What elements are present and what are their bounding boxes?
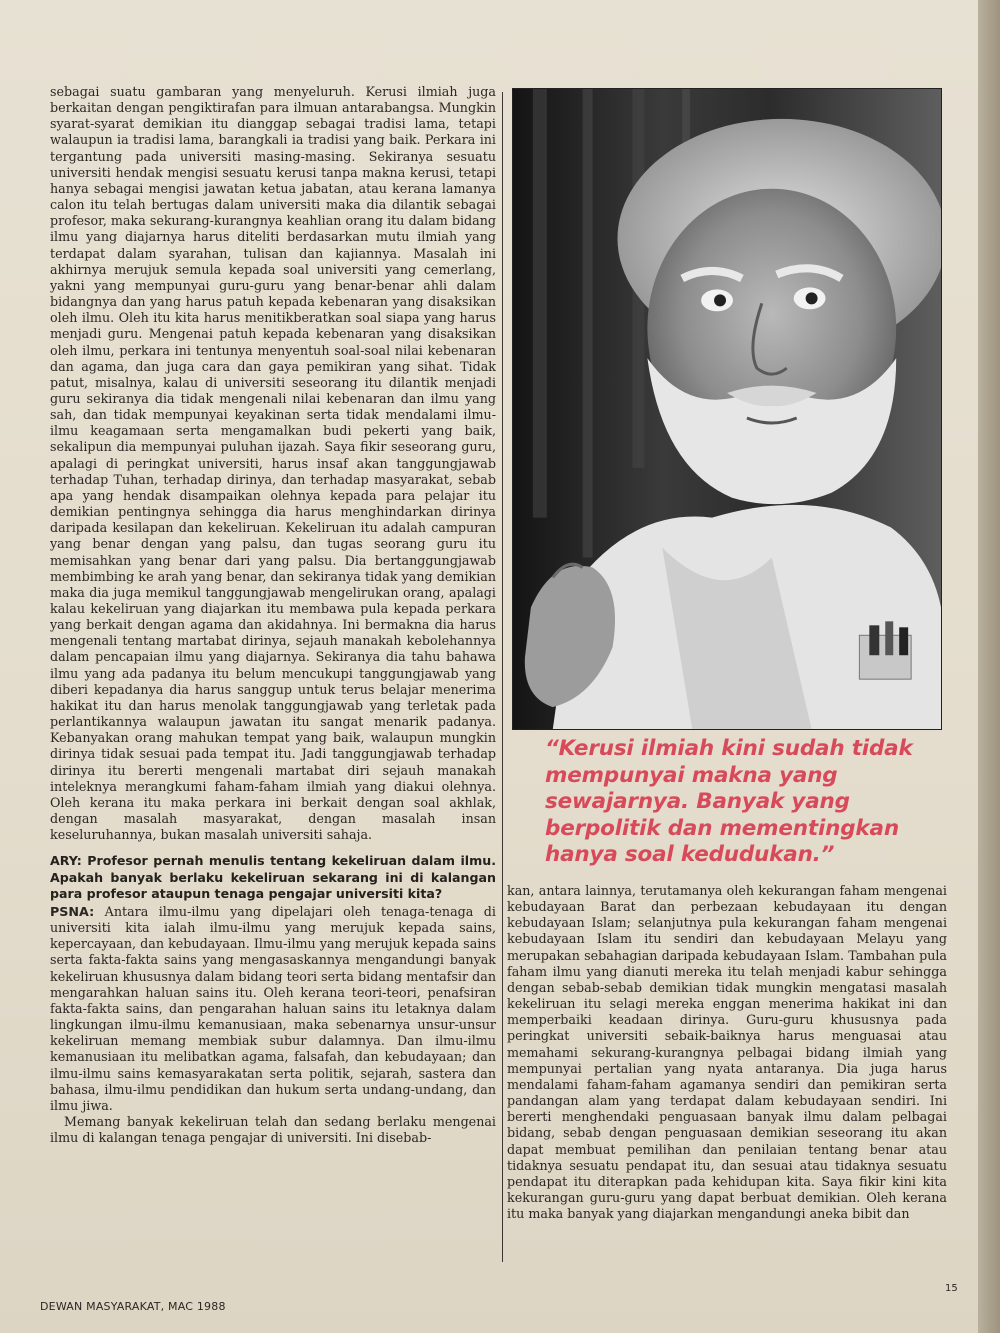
portrait-photo [512,88,942,730]
answer-speaker: PSNA: [50,903,95,919]
publication-footer: DEWAN MASYARAKAT, MAC 1988 [40,1300,226,1313]
interview-answer [50,904,496,1114]
portrait-image [513,89,941,729]
right-text-column [507,883,947,1253]
body-paragraph: Memang banyak kekeliruan telah dan sedang berlaku mengenai ilmu di kalangan tenaga pengajar di universiti. Ini disebab- [50,1113,496,1146]
body-paragraph: sebagai suatu gambaran yang menyeluruh. Kerusi ilmiah juga berkaitan dengan pengiktirafan para ilmuan antarabangsa. Mungkin syarat-syarat demikian itu dianggap sebagai tradisi lama, tetapi walaupun ia tradisi lama, barangkali ia tradisi yang baik. Perkara ini tergantung pada universiti masing-masing. Sekiranya sesuatu universiti hendak mengisi sesuatu kerusi tanpa makna kerusi, tetapi hanya sebagai mengisi jawatan ketua jabatan, atau kerana lamanya calon itu telah bertugas dalam universiti maka dia dilantik sebagai profesor, maka sekurang-kurangnya keahlian orang itu dalam bidang ilmu yang diajarnya harus diteliti berdasarkan mutu ilmiah yang terdapat dalam syarahan, tulisan dan kajiannya. Masalah ini akhirnya merujuk semula kepada soal universiti yang cemerlang, yakni yang mempunyai guru-guru yang benar-benar ahli dalam bidangnya dan yang harus patuh kepada kebenaran yang disaksikan oleh ilmu. Oleh itu kita harus menitikberatkan soal siapa yang harus menjadi guru. Mengenai patuh kepada kebenaran yang disaksikan oleh ilmu, perkara ini tentunya menyentuh soal-soal nilai kebenaran dan agama, dan juga cara dan gaya pemikiran yang sihat. Tidak patut, misalnya, kalau di universiti seseorang itu dilantik menjadi guru sekiranya dia tidak mengenali nilai kebenaran dan ilmu yang sah, dan tidak mempunyai keyakinan serta tidak mendalami ilmu-ilmu keagamaan serta mengamalkan budi pekerti yang baik, sekalipun dia mempunyai puluhan ijazah. Saya fikir seseorang guru, apalagi di peringkat universiti, harus insaf akan tanggungjawab terhadap Tuhan, terhadap dirinya, dan terhadap masyarakat, sebab apa yang hendak disampaikan olehnya kepada para pelajar itu demikian pentingnya sehingga dia harus menghindarkan dirinya daripada kesilapan dan kekeliruan. Kekeliruan itu adalah campuran yang benar dengan yang palsu, dan tugas seorang guru itu memisahkan yang benar dari yang palsu. Dia bertanggungjawab membimbing ke arah yang benar, dan sekiranya tidak yang demikian maka dia juga memikul tanggungjawab mengelirukan orang, apalagi kalau kekeliruan yang diajarkan itu membawa pula kepada perkara yang berkait dengan agama dan akidahnya. Ini bermakna dia harus mengenali tentang martabat dirinya, sejauh manakah kebolehannya dalam pencapaian ilmu yang diajarnya. Sekiranya dia tahu bahawa ilmu yang ada padanya itu belum mencukupi tanggungjawab yang diberi kepadanya dia harus sanggup untuk terus belajar menerima hakikat itu dan harus menolak tanggungjawab yang terletak pada perlantikannya walaupun jawatan itu sangat menarik padanya. Kebanyakan orang mahukan tempat yang baik, walaupun mungkin dirinya tidak sesuai pada tempat itu. Jadi tanggungjawab terhadap dirinya itu bererti mengenali martabat diri sejauh manakah inteleknya merangkumi faham-faham ilmiah yang diakui olehnya. Oleh kerana itu maka perkara ini berkait dengan soal akhlak, dengan masalah masyarakat, dengan masalah insan keseluruhannya, bukan masalah universiti sahaja. [50,84,496,843]
interview-question: ARY: Profesor pernah menulis tentang kekeliruan dalam ilmu. Apakah banyak berlaku kekeliruan sekarang ini di kalangan para profesor ataupun tenaga pengajar universiti kita? [50,853,496,901]
column-divider [502,92,503,1262]
left-text-column [50,84,496,1262]
body-paragraph: kan, antara lainnya, terutamanya oleh kekurangan faham mengenai kebudayaan Barat dan perbezaan kebudayaan itu dengan kebudayaan Islam; selanjutnya pula kekurangan faham mengenai kebudayaan Islam itu sendiri dan kebudayaan Melayu yang merupakan sebahagian daripada kebudayaan Islam. Tambahan pula faham ilmu yang dianuti mereka itu telah menjadi kabur sehingga dengan sebab-sebab demikian tidak mungkin mengatasi masalah kekeliruan itu selagi mereka enggan menerima hakikat ini dan memperbaiki keadaan dirinya. Guru-guru khususnya pada peringkat universiti sebaik-baiknya harus menguasai atau memahami sekurang-kurangnya pelbagai bidang ilmiah yang mempunyai pertalian yang nyata antaranya. Dia juga harus mendalami faham-faham agamanya sendiri dan pemikiran serta pandangan alam yang terdapat dalam kebudayaan sendiri. Ini bererti menghendaki penguasaan banyak ilmu dalam pelbagai bidang, sebab dengan penguasaan demikian seseorang itu akan dapat membuat pemilihan dan penilaian tentang benar atau tidaknya sesuatu pendapat itu, dan sesuai atau tidaknya sesuatu pendapat itu diterapkan pada kehidupan kita. Saya fikir kini kita kekurangan guru-guru yang dapat berbuat demikian. Oleh kerana itu maka banyak yang diajarkan mengandungi aneka bibit dan [507,883,947,1222]
pull-quote: “Kerusi ilmiah kini sudah tidak mempunyai makna yang sewajarnya. Banyak yang berpolitik dan mementingkan hanya soal kedudukan.” [545,736,913,867]
page-number: 15 [945,1283,958,1294]
answer-text: Antara ilmu-ilmu yang dipelajari oleh tenaga-tenaga di universiti kita ialah ilmu-ilmu yang merujuk kepada sains, kepercayaan, dan kebudayaan. Ilmu-ilmu yang merujuk kepada sains serta fakta-fakta sains yang mengasaskannya mengandungi banyak kekeliruan khususnya dalam bidang teori serta bidang mentafsir dan mengarahkan haluan sains itu. Oleh kerana teori-teori, penafsiran fakta-fakta sains, dan pengarahan haluan sains itu letaknya dalam lingkungan ilmu-ilmu kemanusiaan, maka sebenarnya unsur-unsur kekeliruan memang membiak subur dalamnya. Dan ilmu-ilmu kemanusiaan itu melibatkan agama, falsafah, dan kebudayaan; dan ilmu-ilmu sains kemasyarakatan serta politik, sejarah, sastera dan bahasa, ilmu-ilmu pendidikan dan hukum serta undang-undang, dan ilmu jiwa. [50,903,496,1113]
next-page-edge [978,0,1000,1333]
